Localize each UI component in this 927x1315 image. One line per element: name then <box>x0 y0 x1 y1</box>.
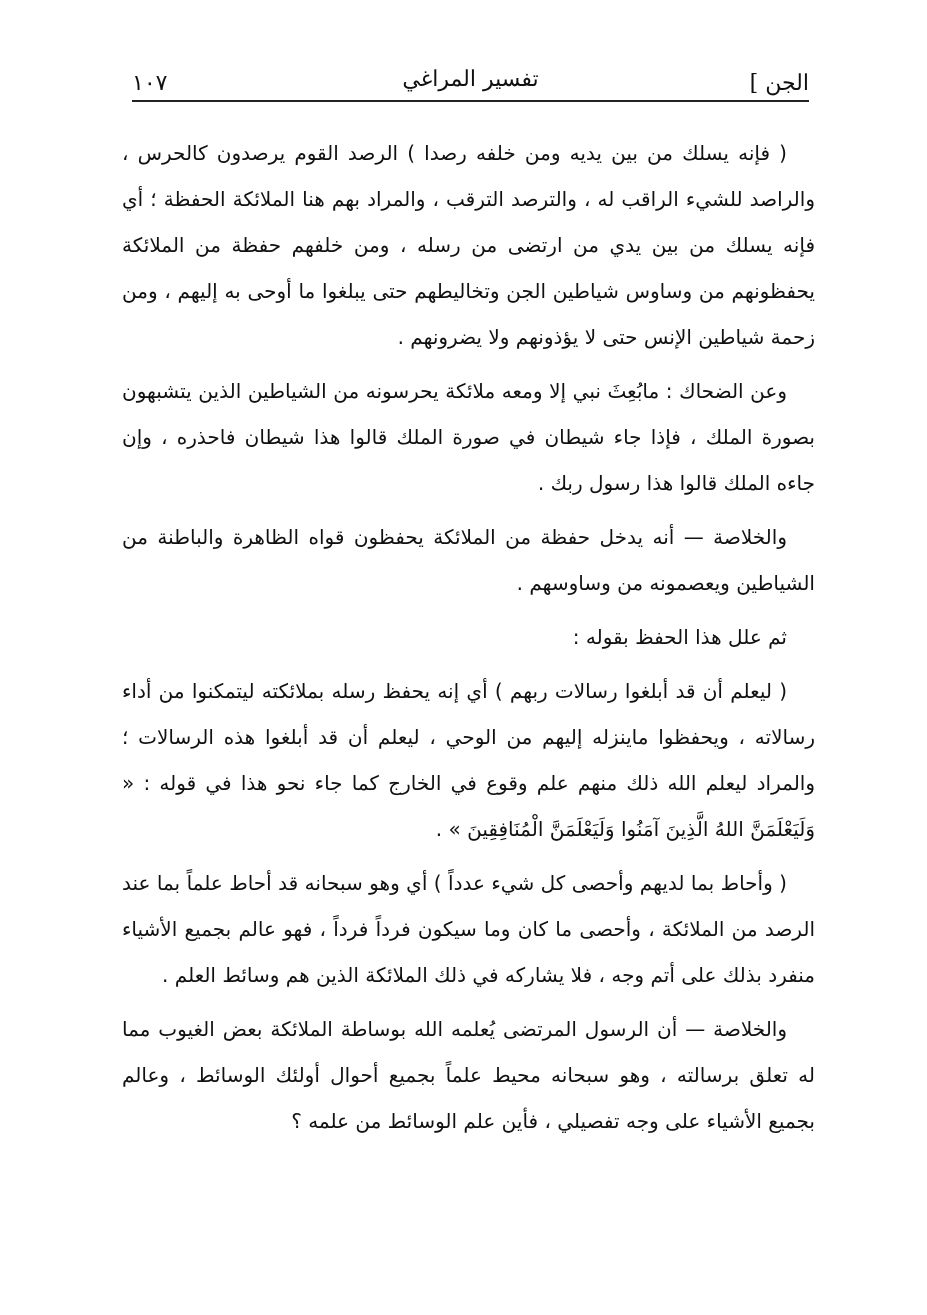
book-title: تفسير المراغي <box>402 67 539 92</box>
running-header <box>132 60 809 96</box>
section-label: الجن ] <box>749 71 809 96</box>
paragraph-1: ( فإنه يسلك من بين يديه ومن خلفه رصدا ) الرصد القوم يرصدون كالحرس ، والراصد للشيء الراقب له ، والترصد الترقب ، والمراد بهم هنا الملائكة الحفظة ؛ أي فإنه يسلك من بين يدي من ارتضى من رسله ، ومن خلفهم حفظة من الملائكة يحفظونهم من وساوس شياطين الجن وتخاليطهم حتى يبلغوا ما أوحى به إليهم ، ومن زحمة شياطين الإنس حتى لا يؤذونهم ولا يضرونهم . <box>122 141 815 349</box>
paragraph-3: والخلاصة — أنه يدخل حفظة من الملائكة يحفظون قواه الظاهرة والباطنة من الشياطين ويعصمونه من وساوسهم . <box>122 525 815 595</box>
main-text <box>122 130 815 1152</box>
paragraph-5: ( ليعلم أن قد أبلغوا رسالات ربهم ) أي إنه يحفظ رسله بملائكته ليتمكنوا من أداء رسالاته ، ويحفظوا ماينزله إليهم من الوحي ، ليعلم أن قد أبلغوا هذه الرسالات ؛ والمراد ليعلم الله ذلك منهم علم وقوع في الخارج كما جاء نحو هذا في قوله : « وَلَيَعْلَمَنَّ اللهُ الَّذِينَ آمَنُوا وَلَيَعْلَمَنَّ الْمُنَافِقِينَ » . <box>122 679 815 841</box>
page-number: ١٠٧ <box>132 71 168 96</box>
paragraph-2: وعن الضحاك : مابُعِثَ نبي إلا ومعه ملائكة يحرسونه من الشياطين الذين يتشبهون بصورة الملك ، فإذا جاء شيطان في صورة الملك قالوا هذا شيطان فاحذره ، وإن جاءه الملك قالوا هذا رسول ربك . <box>122 379 815 495</box>
paragraph-6: ( وأحاط بما لديهم وأحصى كل شيء عدداً ) أي وهو سبحانه قد أحاط علماً بما عند الرصد من الملائكة ، وأحصى ما كان وما سيكون فرداً فرداً ، فهو عالم بجميع الأشياء منفرد بذلك على أتم وجه ، فلا يشاركه في ذلك الملائكة الذين هم وسائط العلم . <box>122 871 815 987</box>
paragraph-4: ثم علل هذا الحفظ بقوله : <box>572 625 787 649</box>
header-rule <box>132 100 809 102</box>
paragraph-7: والخلاصة — أن الرسول المرتضى يُعلمه الله بوساطة الملائكة بعض الغيوب مما له تعلق برسالته ، وهو سبحانه محيط علماً بجميع أحوال أولئك الوسائط ، وعالم بجميع الأشياء على وجه تفصيلي ، فأين علم الوسائط من علمه ؟ <box>122 1017 815 1133</box>
